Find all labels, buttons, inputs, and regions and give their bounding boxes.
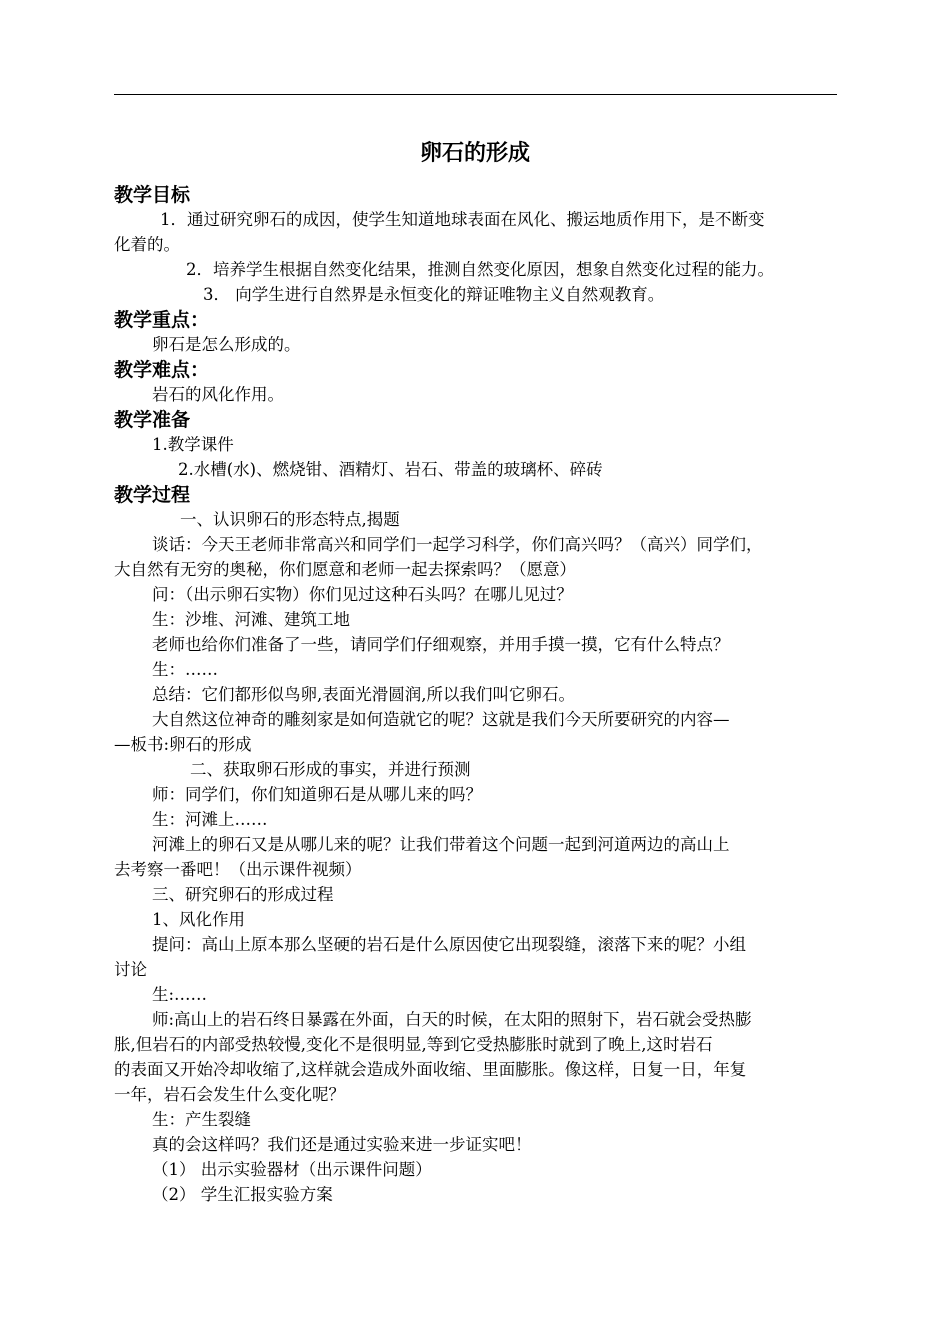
heading-key: 教学重点： [114,309,210,331]
process-line: 生：产生裂缝 [152,1110,251,1129]
process-line: （2） 学生汇报实验方案 [152,1185,333,1204]
process-line: 河滩上的卵石又是从哪儿来的呢？让我们带着这个问题一起到河道两边的高山上 [152,835,730,854]
process-line: 老师也给你们准备了一些，请同学们仔细观察，并用手摸一摸，它有什么特点？ [152,635,730,654]
goal-3: 3． 向学生进行自然界是永恒变化的辩证唯物主义自然观教育。 [203,285,665,304]
heading-process: 教学过程 [114,484,191,506]
header-rule [114,94,837,95]
process-line: 大自然有无穷的奥秘，你们愿意和老师一起去探索吗？（愿意） [114,560,576,579]
process-line: 问：（出示卵石实物）你们见过这种石头吗？在哪儿见过？ [152,585,573,604]
process-line: 生：河滩上…… [152,810,268,829]
process-line: 去考察一番吧！（出示课件视频） [114,860,362,879]
process-line: 胀,但岩石的内部受热较慢,变化不是很明显,等到它受热膨胀时就到了晚上,这时岩石 [114,1035,713,1054]
process-line: 一年，岩石会发生什么变化呢？ [114,1085,345,1104]
heading-difficult: 教学难点： [114,359,210,381]
process-line: 师：同学们，你们知道卵石是从哪儿来的吗？ [152,785,482,804]
goal-2: 2．培养学生根据自然变化结果，推测自然变化原因，想象自然变化过程的能力。 [186,260,774,279]
process-line: 1、风化作用 [152,910,245,929]
difficult-text: 岩石的风化作用。 [152,385,284,404]
process-line: 总结：它们都形似鸟卵,表面光滑圆润,所以我们叫它卵石。 [152,685,575,704]
process-line: 的表面又开始冷却收缩了,这样就会造成外面收缩、里面膨胀。像这样，日复一日，年复 [114,1060,747,1079]
process-line: 生：…… [152,660,218,679]
goal-1-cont: 化着的。 [114,235,180,254]
process-line: 一、认识卵石的形态特点,揭题 [180,510,400,529]
process-line: 谈话：今天王老师非常高兴和同学们一起学习科学，你们高兴吗？（高兴）同学们， [152,535,763,554]
heading-goals: 教学目标 [114,184,191,206]
process-line: 生：沙堆、河滩、建筑工地 [152,610,350,629]
process-line: 生:…… [152,985,208,1004]
process-line: 讨论 [114,960,147,979]
process-line: 提问：高山上原本那么坚硬的岩石是什么原因使它出现裂缝，滚落下来的呢？小组 [152,935,746,954]
process-line: 三、研究卵石的形成过程 [152,885,334,904]
process-line: 师:高山上的岩石终日暴露在外面，白天的时候，在太阳的照射下，岩石就会受热膨 [152,1010,752,1029]
process-line: —板书:卵石的形成 [114,735,252,754]
process-line: 二、获取卵石形成的事实，并进行预测 [190,760,471,779]
heading-prep: 教学准备 [114,409,191,431]
document-title: 卵石的形成 [419,141,530,166]
prep-1: 1.教学课件 [152,435,234,454]
process-line: 大自然这位神奇的雕刻家是如何造就它的呢？这就是我们今天所要研究的内容— [152,710,730,729]
process-line: （1） 出示实验器材（出示课件问题） [152,1160,432,1179]
key-text: 卵石是怎么形成的。 [152,335,301,354]
process-line: 真的会这样吗？我们还是通过实验来进一步证实吧！ [152,1135,532,1154]
prep-2: 2.水槽(水)、燃烧钳、酒精灯、岩石、带盖的玻璃杯、碎砖 [178,460,603,479]
goal-1: 1．通过研究卵石的成因，使学生知道地球表面在风化、搬运地质作用下，是不断变 [160,210,765,229]
